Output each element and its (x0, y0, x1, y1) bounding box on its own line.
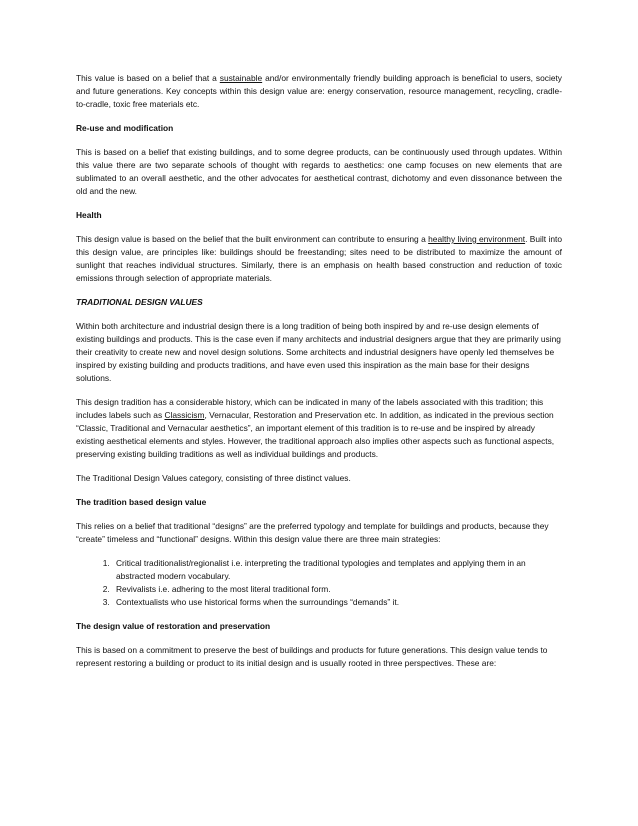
reuse-paragraph: This is based on a belief that existing buildings, and to some degree products, can be continuously used through updates. Within this value there are two separate schools of thought with regards to aesthetics: one camp focuses on new elements that are sublimated to an overall aesthetic, and the other advocates for aesthetical contrast, dichotomy and even dissonance between the old and the new. (76, 147, 562, 196)
sustainability-paragraph: This value is based on a belief that a sustainable and/or environmentally friendly building approach is beneficial to users, society and future generations. Key concepts within this design value are: energy conservation, resource management, recycling, cradle-to-cradle, toxic free materials etc. (76, 73, 562, 109)
list-item: 3. Contextualists who use historical forms when the surroundings “demands” it. (112, 596, 562, 609)
list-item: 2. Revivalists i.e. adhering to the most literal traditional form. (112, 583, 562, 596)
traditional-paragraph-2: This design tradition has a considerable history, which can be indicated in many of the labels associated with this tradition; this includes labels such as Classicism, Vernacular, Restoration and Preservation etc. In addition, as indicated in the previous section “Classic, Traditional and Vernacular aesthetics”, an important element of this tradition is to re-use and be inspired by already existing aesthetical elements and styles. However, the traditional approach also implies other aspects such as functional aspects, preserving existing building traditions as well as individual buildings and products. (76, 397, 555, 459)
heading-reuse-modification: Re-use and modification (76, 123, 174, 133)
restoration-paragraph: This is based on a commitment to preserve the best of buildings and products for future generations. This design value tends to represent restoring a building or product to its initial design and is usually rooted in three perspectives. These are: (76, 645, 548, 668)
health-paragraph: This design value is based on the belief that the built environment can contribute to ensuring a healthy living environment. Built into this design value, are principles like: buildings should be freestanding; sites need to be distributed to maximize the amount of sunlight that reaches individual structures. Similarly, there is an emphasis on health based construction and reduction of toxic emissions through selection of appropriate materials. (76, 234, 562, 283)
strategies-list (76, 557, 562, 609)
heading-restoration-preservation: The design value of restoration and preservation (76, 621, 271, 631)
heading-tradition-based: The tradition based design value (76, 497, 207, 507)
classicism-link[interactable]: Classicism (164, 410, 205, 420)
healthy-living-link[interactable]: healthy living environment (428, 234, 526, 244)
traditional-paragraph-1: Within both architecture and industrial design there is a long tradition of being both inspired by and re-use design elements of existing buildings and products. This is the case even if many architects and industrial designers argue that they are primarily using their creativity to create new and novel design solutions. Some architects and industrial designers have openly led themselves be inspired by existing building and products traditions, and have even used this inspiration as the main base for their designs solutions. (76, 321, 561, 383)
list-item: 1. Critical traditionalist/regionalist i.e. interpreting the traditional typologies and templates and applying them in an abstracted modern vocabulary. (112, 557, 562, 583)
sustainable-link[interactable]: sustainable (219, 73, 263, 83)
tradition-based-paragraph: This relies on a belief that traditional “designs” are the preferred typology and template for buildings and products, because they “create” timeless and “functional” designs. Within this design value there are three main strategies: (76, 521, 549, 544)
heading-traditional-design-values: TRADITIONAL DESIGN VALUES (76, 297, 203, 307)
document-page (76, 72, 562, 681)
traditional-paragraph-3: The Traditional Design Values category, consisting of three distinct values. (76, 473, 351, 483)
heading-health: Health (76, 210, 102, 220)
